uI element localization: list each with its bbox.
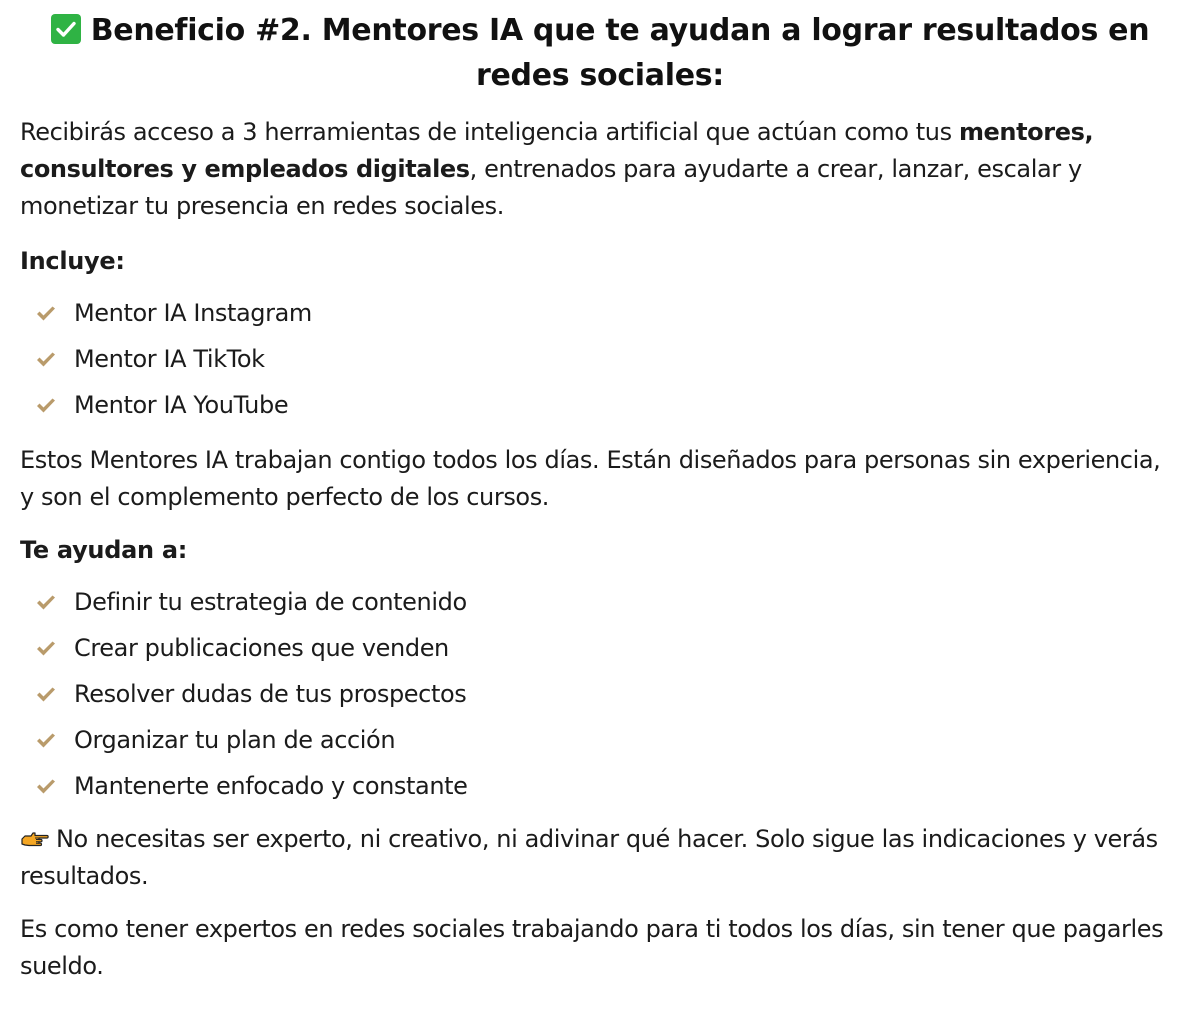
list-item: [20, 290, 1180, 336]
list-item-label: Mantenerte enfocado y constante: [74, 772, 468, 800]
list-item: [20, 579, 1180, 625]
mentors-paragraph: Estos Mentores IA trabajan contigo todos los días. Están diseñados para personas sin experiencia, y son el complemento perfecto de los cursos.: [20, 446, 1161, 511]
helps-list: [20, 579, 1180, 809]
check-icon: [34, 636, 58, 660]
list-item-label: Organizar tu plan de acción: [74, 726, 396, 754]
pointing-hand-icon: [20, 827, 50, 849]
check-icon: [34, 347, 58, 371]
helps-heading: Te ayudan a:: [20, 536, 188, 564]
white-check-mark-icon: [51, 14, 81, 44]
note-paragraph: [20, 821, 1180, 895]
closing-paragraph: Es como tener expertos en redes sociales trabajando para ti todos los días, sin tener que pagarles sueldo.: [20, 915, 1164, 980]
check-icon: [34, 774, 58, 798]
intro-paragraph: [20, 114, 1180, 225]
list-item-label: Mentor IA YouTube: [74, 391, 289, 419]
list-item: [20, 336, 1180, 382]
list-item: [20, 717, 1180, 763]
list-item-label: Definir tu estrategia de contenido: [74, 588, 467, 616]
list-item: [20, 625, 1180, 671]
check-icon: [34, 728, 58, 752]
benefit-title-text: Beneficio #2. Mentores IA que te ayudan a lograr resultados en redes sociales:: [90, 13, 1150, 93]
check-icon: [34, 393, 58, 417]
check-icon: [34, 590, 58, 614]
intro-text-before: Recibirás acceso a 3 herramientas de inteligencia artificial que actúan como tus: [20, 118, 952, 146]
list-item: [20, 382, 1180, 428]
benefit-title: [20, 0, 1180, 98]
includes-heading: Incluye:: [20, 247, 125, 275]
includes-list: [20, 290, 1180, 428]
intro-text-after: , entrenados para ayudarte a crear, lanzar, escalar y monetizar tu presencia en redes sociales.: [20, 155, 1082, 220]
check-icon: [34, 682, 58, 706]
list-item-label: Mentor IA Instagram: [74, 299, 312, 327]
list-item: [20, 763, 1180, 809]
intro-text-bold: mentores, consultores y empleados digitales: [20, 118, 1094, 183]
note-text: No necesitas ser experto, ni creativo, ni adivinar qué hacer. Solo sigue las indicaciones y verás resultados.: [20, 825, 1158, 890]
check-icon: [34, 301, 58, 325]
list-item: [20, 671, 1180, 717]
list-item-label: Crear publicaciones que venden: [74, 634, 449, 662]
list-item-label: Mentor IA TikTok: [74, 345, 265, 373]
list-item-label: Resolver dudas de tus prospectos: [74, 680, 467, 708]
